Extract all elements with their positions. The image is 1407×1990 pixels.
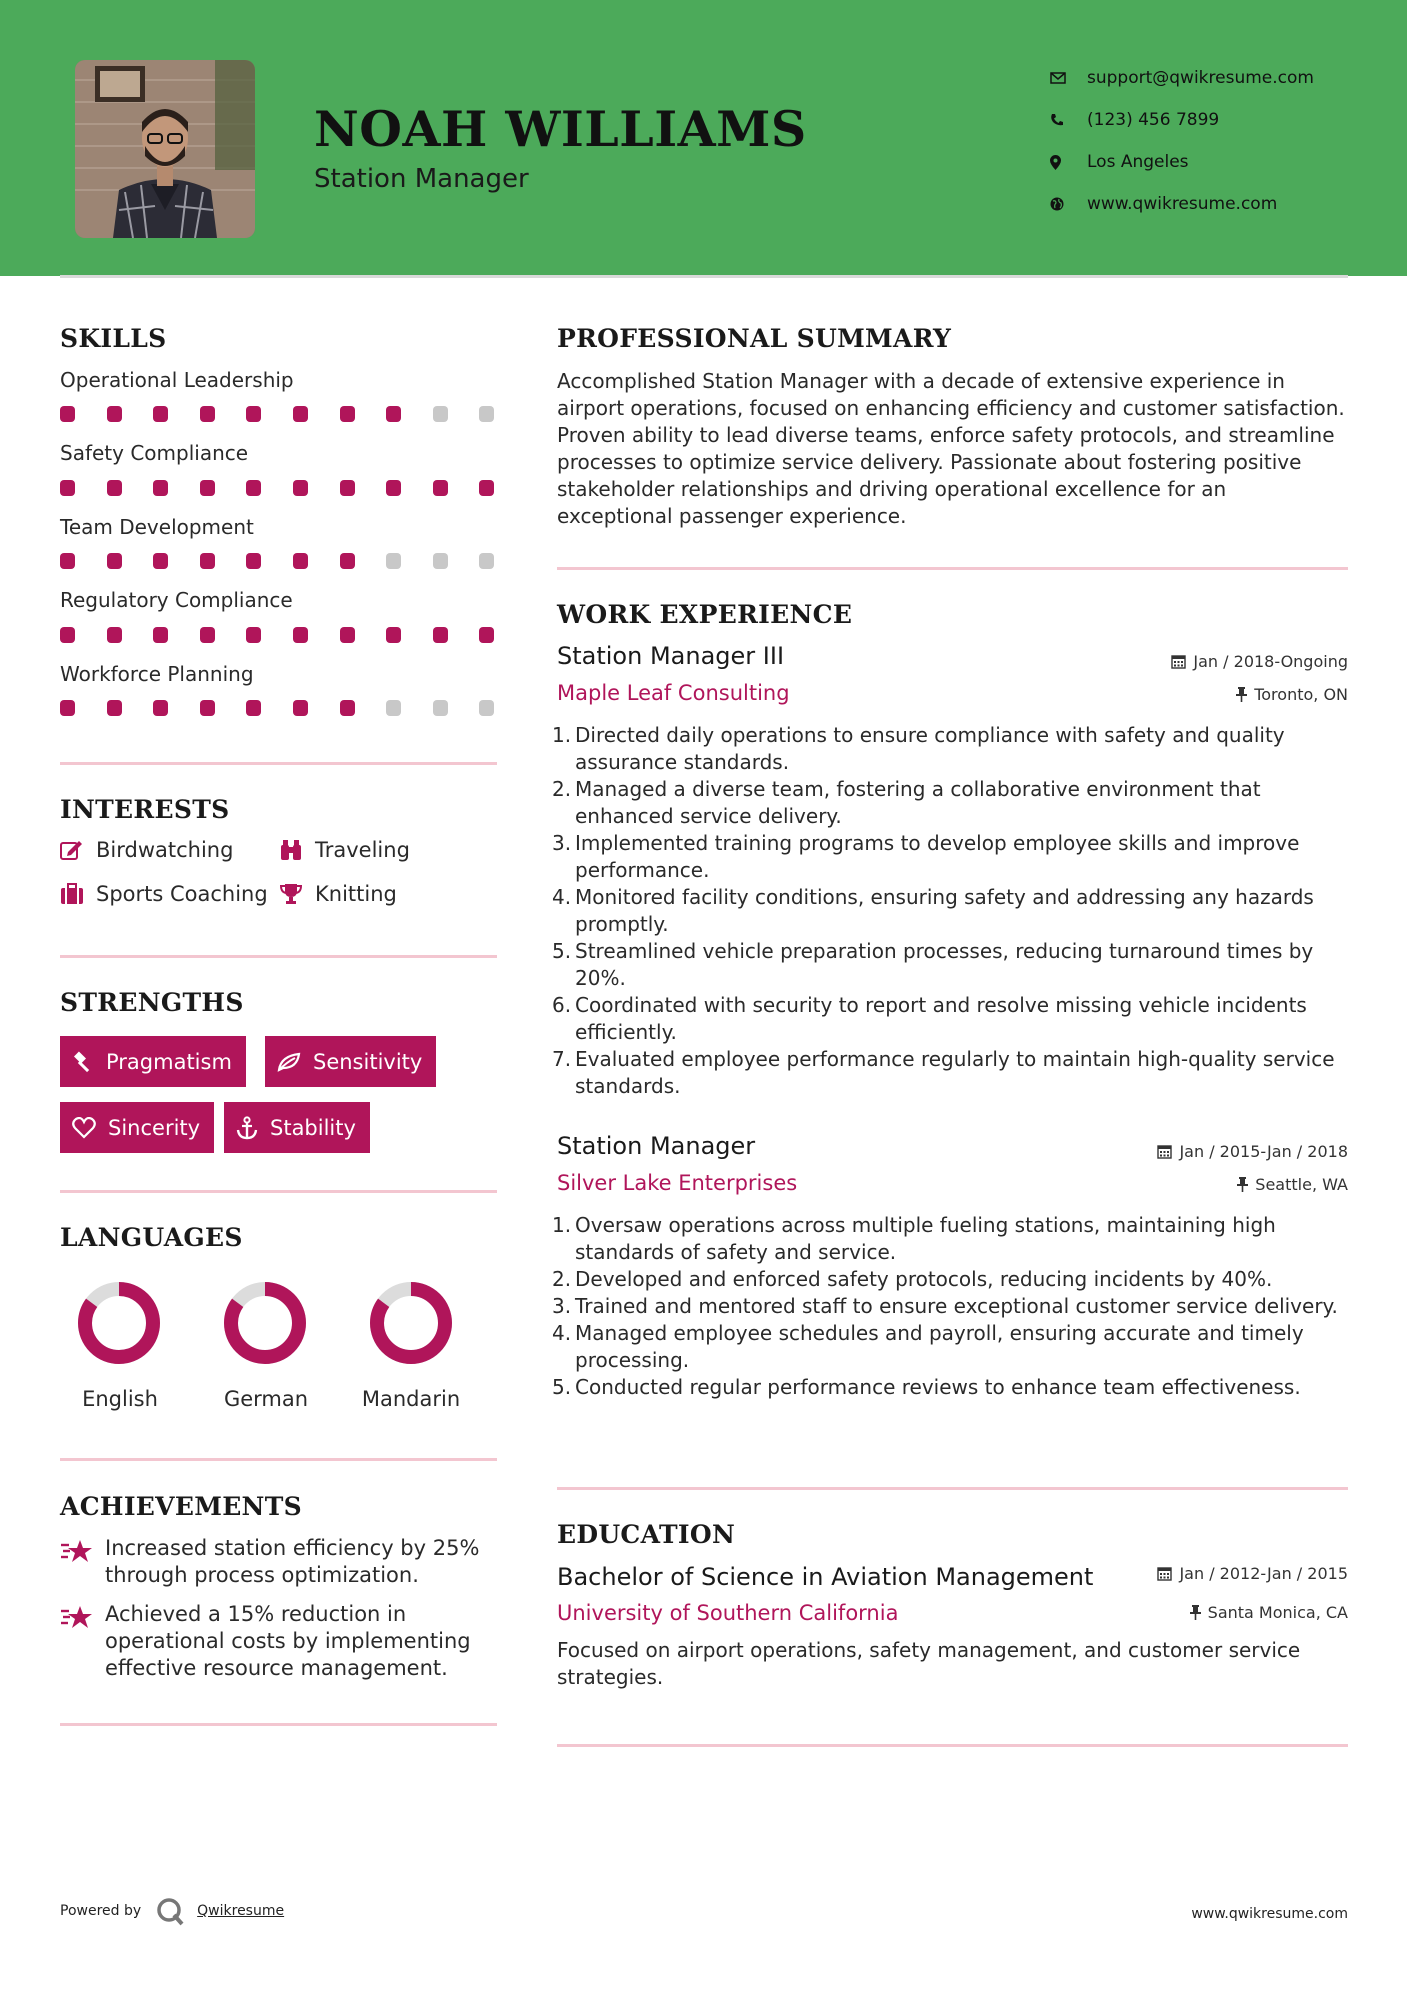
rating-dot-filled [246, 627, 261, 643]
achievements-heading: ACHIEVEMENTS [60, 1492, 302, 1521]
rating-dot-filled [153, 627, 168, 643]
rating-dot-filled [200, 406, 215, 422]
rating-dot-filled [340, 700, 355, 716]
calendar-icon [1157, 1144, 1172, 1159]
bullet-item: 4. Monitored facility conditions, ensuring safety and addressing any hazards promptly. [552, 885, 1314, 936]
rating-dot-filled [293, 480, 308, 496]
job-date [1157, 1142, 1348, 1161]
rating-dot-filled [246, 406, 261, 422]
language-donut [361, 1278, 461, 1372]
bullet-item: 3. Trained and mentored staff to ensure exceptional customer service delivery. [552, 1294, 1338, 1318]
rating-dot-empty [479, 553, 494, 569]
company-name: Maple Leaf Consulting [557, 681, 790, 705]
trophy-icon [279, 883, 315, 905]
rating-dot-filled [479, 480, 494, 496]
globe-icon [1050, 197, 1087, 211]
leaf-icon [277, 1052, 301, 1072]
section-divider [60, 1458, 497, 1461]
skill-label: Regulatory Compliance [60, 588, 293, 612]
rating-dot-filled [60, 700, 75, 716]
contact-location [1050, 141, 1314, 183]
rating-dot-filled [293, 406, 308, 422]
bullet-item: 1. Oversaw operations across multiple fueling stations, maintaining high standards of safety and service. [552, 1213, 1276, 1264]
job-title: Station Manager [557, 1132, 756, 1160]
experience-heading: WORK EXPERIENCE [557, 600, 853, 629]
rating-dot-empty [386, 700, 401, 716]
summary-heading: PROFESSIONAL SUMMARY [557, 324, 952, 353]
pencil-square-icon [60, 839, 96, 861]
star-award-icon [60, 1535, 105, 1589]
education-date-text: Jan / 2012-Jan / 2015 [1179, 1564, 1348, 1583]
section-divider [60, 955, 497, 958]
strength-chip [60, 1102, 214, 1153]
rating-dot-filled [200, 700, 215, 716]
phone-icon [1050, 113, 1087, 127]
section-divider [557, 1744, 1348, 1747]
strength-chip [60, 1036, 246, 1087]
rating-dot-filled [246, 480, 261, 496]
contact-phone[interactable] [1050, 99, 1314, 141]
strength-chip [224, 1102, 370, 1153]
rating-dot-filled [479, 627, 494, 643]
rating-dot-filled [340, 553, 355, 569]
language-donut [69, 1278, 169, 1372]
pushpin-icon [1236, 687, 1247, 702]
job-location [1237, 1175, 1348, 1194]
job-location-text: Toronto, ON [1254, 685, 1348, 704]
education-heading: EDUCATION [557, 1520, 736, 1549]
section-divider [557, 567, 1348, 570]
language-label: English [82, 1387, 158, 1411]
education-location [1190, 1603, 1348, 1622]
rating-dot-filled [293, 627, 308, 643]
section-divider [60, 1723, 497, 1726]
candidate-name: NOAH WILLIAMS [314, 100, 807, 158]
rating-dot-filled [246, 553, 261, 569]
contact-website-text: www.qwikresume.com [1087, 194, 1278, 214]
heart-icon [72, 1117, 96, 1139]
achievement-item [60, 1601, 500, 1682]
bullet-item: 5. Conducted regular performance reviews to enhance team effectiveness. [552, 1375, 1301, 1399]
bullet-item: 3. Implemented training programs to develop employee skills and improve performance. [552, 831, 1300, 882]
rating-dot-filled [153, 553, 168, 569]
rating-dot-filled [60, 553, 75, 569]
rating-dot-filled [246, 700, 261, 716]
interest-label: Traveling [315, 838, 410, 862]
language-label: German [223, 1387, 309, 1411]
skills-heading: SKILLS [60, 324, 167, 353]
rating-dot-filled [60, 480, 75, 496]
rating-dot-filled [200, 627, 215, 643]
binoculars-icon [279, 839, 315, 861]
company-name: Silver Lake Enterprises [557, 1171, 798, 1195]
rating-dot-filled [200, 553, 215, 569]
rating-dot-filled [153, 700, 168, 716]
education-location-text: Santa Monica, CA [1207, 1603, 1348, 1622]
rating-dot-empty [386, 553, 401, 569]
contact-list [1050, 57, 1314, 225]
rating-dot-filled [386, 627, 401, 643]
bullet-item: 2. Developed and enforced safety protocols, reducing incidents by 40%. [552, 1267, 1273, 1291]
brand-link[interactable]: Qwikresume [197, 1903, 285, 1919]
profile-photo [75, 60, 255, 238]
rating-dot-empty [433, 553, 448, 569]
job-date-text: Jan / 2015-Jan / 2018 [1179, 1142, 1348, 1161]
rating-dot-filled [153, 480, 168, 496]
bullet-item: 2. Managed a diverse team, fostering a collaborative environment that enhanced service delivery. [552, 777, 1261, 828]
rating-dot-filled [293, 700, 308, 716]
interest-item [279, 882, 397, 906]
job-date-text: Jan / 2018-Ongoing [1193, 652, 1348, 671]
candidate-title: Station Manager [314, 164, 529, 194]
rating-dot-filled [200, 480, 215, 496]
rating-dot-empty [433, 406, 448, 422]
star-award-icon [60, 1601, 105, 1682]
interests-heading: INTERESTS [60, 795, 230, 824]
interest-item [60, 838, 233, 862]
job-bullets [552, 1212, 1352, 1401]
rating-dot-empty [433, 700, 448, 716]
job-location-text: Seattle, WA [1255, 1175, 1348, 1194]
skill-rating [60, 700, 497, 716]
job-location [1236, 685, 1348, 704]
languages-heading: LANGUAGES [60, 1223, 243, 1252]
contact-email[interactable] [1050, 57, 1314, 99]
rating-dot-filled [60, 406, 75, 422]
strength-label: Pragmatism [106, 1049, 232, 1074]
header-divider [60, 275, 1348, 278]
calendar-icon [1171, 654, 1186, 669]
bullet-item: 1. Directed daily operations to ensure compliance with safety and quality assurance standards. [552, 723, 1285, 774]
strength-label: Stability [270, 1115, 356, 1140]
rating-dot-empty [479, 406, 494, 422]
skill-rating [60, 480, 497, 496]
rating-dot-filled [107, 627, 122, 643]
calendar-icon [1157, 1566, 1172, 1581]
section-divider [60, 1190, 497, 1193]
skill-label: Team Development [60, 515, 254, 539]
skill-rating [60, 553, 497, 569]
language-label: Mandarin [361, 1387, 461, 1411]
powered-by-label: Powered by [60, 1903, 142, 1919]
rating-dot-filled [107, 480, 122, 496]
strengths-heading: STRENGTHS [60, 988, 244, 1017]
bullet-item: 4. Managed employee schedules and payroll, ensuring accurate and timely processing. [552, 1321, 1304, 1372]
rating-dot-filled [340, 406, 355, 422]
skill-label: Workforce Planning [60, 662, 254, 686]
summary-text: Accomplished Station Manager with a decade of extensive experience in airport operations, focused on enhancing efficiency and customer satisfaction. Proven ability to lead diverse teams, enforce safety protocols, and streamline processes to optimize service delivery. Passionate about fostering positive stakeholder relationships and driving operational excellence for an exceptional passenger experience. [557, 369, 1345, 528]
briefcase-icon [60, 883, 96, 905]
job-bullets [552, 722, 1352, 1100]
rating-dot-filled [386, 480, 401, 496]
section-divider [60, 762, 497, 765]
skill-label: Safety Compliance [60, 441, 249, 465]
bullet-item: 7. Evaluated employee performance regularly to maintain high-quality service standards. [552, 1047, 1335, 1098]
achievement-text: Achieved a 15% reduction in operational costs by implementing effective resource management. [105, 1602, 471, 1680]
interest-label: Knitting [315, 882, 397, 906]
strength-label: Sincerity [108, 1115, 201, 1140]
contact-email-text: support@qwikresume.com [1087, 68, 1314, 88]
contact-website[interactable] [1050, 183, 1314, 225]
rating-dot-empty [479, 700, 494, 716]
rating-dot-filled [433, 627, 448, 643]
rating-dot-filled [433, 480, 448, 496]
pushpin-icon [1237, 1177, 1248, 1192]
strength-chip [265, 1036, 436, 1087]
footer-powered-by [60, 1896, 284, 1926]
degree-title: Bachelor of Science in Aviation Management [557, 1563, 1094, 1591]
envelope-icon [1050, 72, 1087, 84]
rating-dot-filled [107, 700, 122, 716]
strength-label: Sensitivity [313, 1049, 423, 1074]
interest-label: Birdwatching [96, 838, 234, 862]
rating-dot-filled [60, 627, 75, 643]
education-date [1157, 1564, 1348, 1583]
interest-label: Sports Coaching [96, 882, 268, 906]
footer-website[interactable]: www.qwikresume.com [1191, 1906, 1348, 1922]
education-description: Focused on airport operations, safety management, and customer service strategies. [557, 1638, 1301, 1689]
rating-dot-filled [107, 406, 122, 422]
achievement-item [60, 1535, 500, 1589]
job-date [1171, 652, 1348, 671]
skill-label: Operational Leadership [60, 368, 294, 392]
bullet-item: 6. Coordinated with security to report and resolve missing vehicle incidents efficiently. [552, 993, 1307, 1044]
job-title: Station Manager III [557, 642, 785, 670]
rating-dot-filled [386, 406, 401, 422]
school-name: University of Southern California [557, 1601, 899, 1625]
resume-header [0, 0, 1407, 276]
contact-phone-text: (123) 456 7899 [1087, 110, 1220, 130]
rating-dot-filled [153, 406, 168, 422]
qwikresume-logo-icon [155, 1896, 185, 1926]
contact-location-text: Los Angeles [1087, 152, 1189, 172]
skill-rating [60, 627, 497, 643]
section-divider [557, 1487, 1348, 1490]
rating-dot-filled [107, 553, 122, 569]
language-donut [215, 1278, 315, 1372]
rating-dot-filled [340, 627, 355, 643]
interest-item [279, 838, 410, 862]
rating-dot-filled [293, 553, 308, 569]
achievement-text: Increased station efficiency by 25% through process optimization. [105, 1536, 480, 1587]
bullet-item: 5. Streamlined vehicle preparation processes, reducing turnaround times by 20%. [552, 939, 1314, 990]
pushpin-icon [1190, 1605, 1201, 1620]
map-pin-icon [1050, 155, 1087, 170]
interest-item [60, 882, 268, 906]
skill-rating [60, 406, 497, 422]
anchor-icon [236, 1116, 258, 1140]
rating-dot-filled [340, 480, 355, 496]
gavel-icon [72, 1051, 94, 1073]
